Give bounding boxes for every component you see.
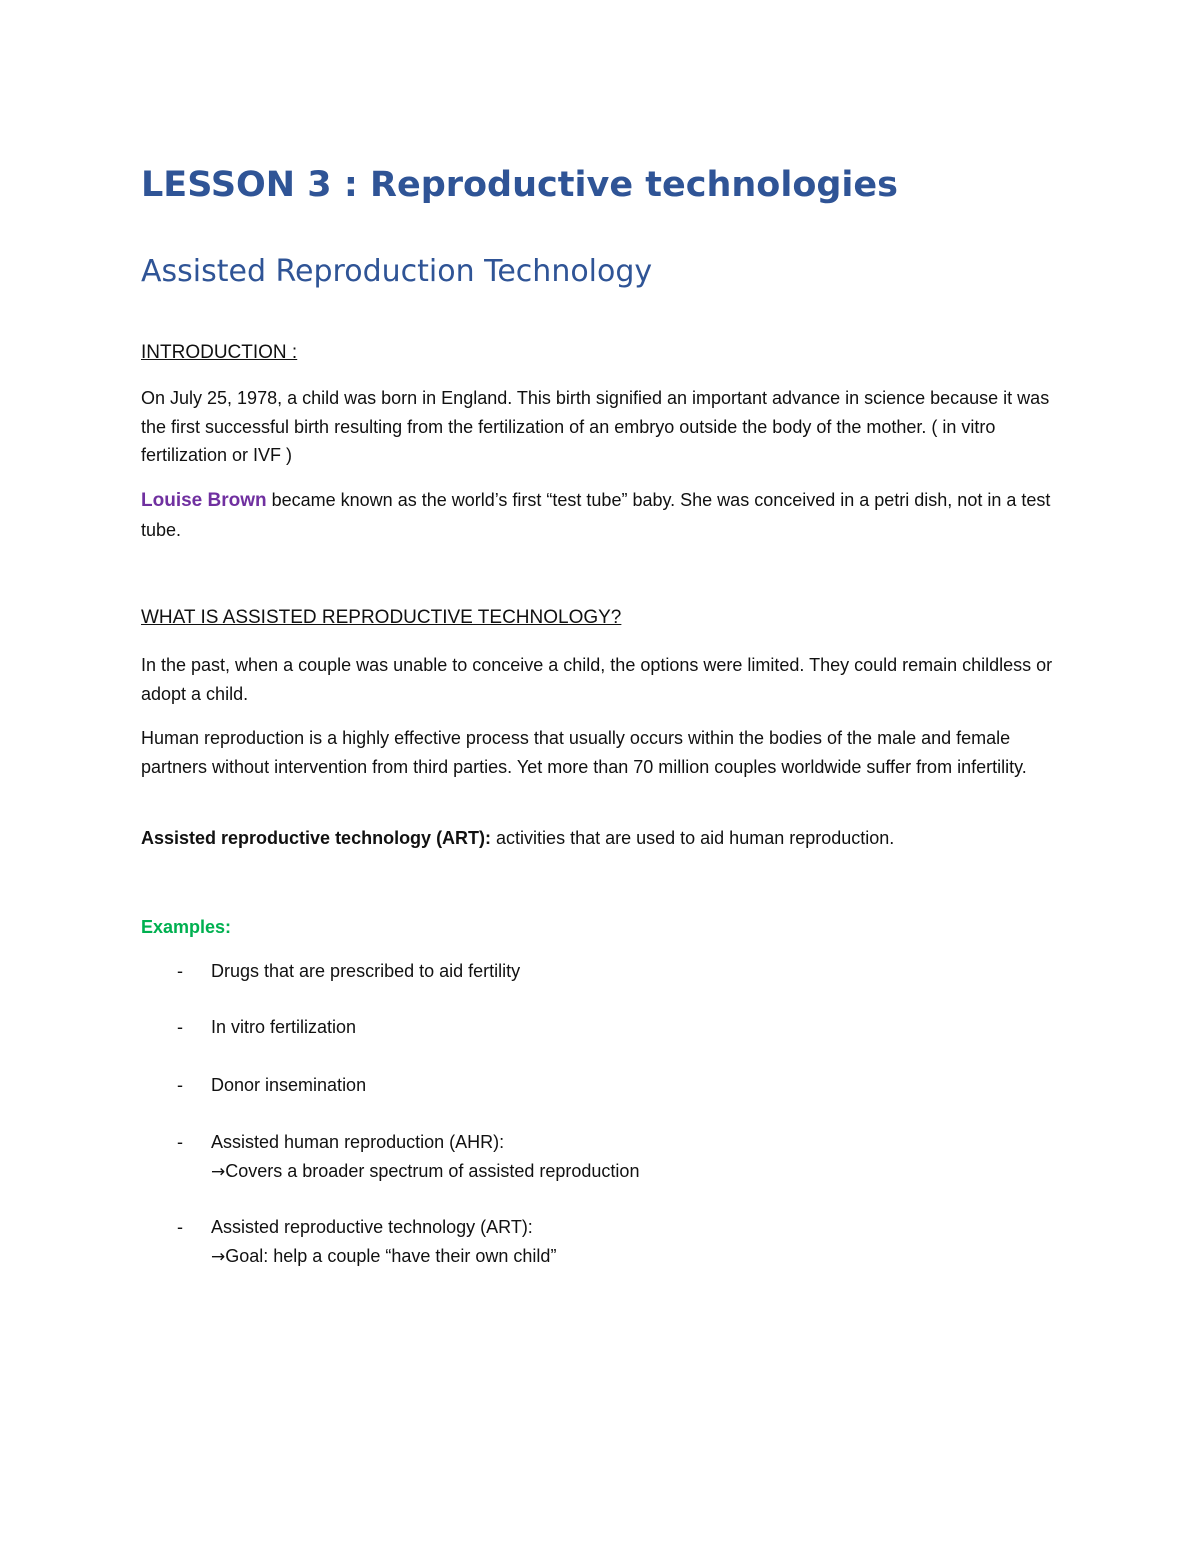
art-past-paragraph: In the past, when a couple was unable to conceive a child, the options were limited. They could remain childless or adopt a child.: [141, 655, 1053, 704]
louise-brown-name: Louise Brown: [141, 490, 267, 511]
list-dash: -: [177, 961, 183, 981]
list-dash: -: [177, 1075, 183, 1095]
introduction-heading: INTRODUCTION :: [141, 342, 298, 363]
lesson-title: LESSON 3 : Reproductive technologies: [141, 165, 898, 205]
louise-brown-paragraph: [141, 486, 1061, 544]
list-item-subline: [211, 1157, 639, 1187]
list-item-text: In vitro fertilization: [211, 1017, 357, 1037]
louise-brown-text: became known as the world’s first “test tube” baby. She was conceived in a petri dish, not in a test tube.: [141, 490, 1051, 540]
list-item-text: Assisted reproductive technology (ART):: [211, 1217, 533, 1237]
art-definition-term: Assisted reproductive technology (ART):: [141, 828, 492, 848]
examples-label: Examples:: [141, 917, 232, 937]
art-heading: WHAT IS ASSISTED REPRODUCTIVE TECHNOLOGY?: [141, 607, 622, 628]
list-dash: -: [177, 1017, 183, 1037]
human-reproduction-paragraph: Human reproduction is a highly effective process that usually occurs within the bodies of the male and female partners without intervention from third parties. Yet more than 70 million couples worldwide suffer from infertility.: [141, 728, 1027, 777]
list-dash: -: [177, 1217, 183, 1237]
list-item-content: [211, 1128, 639, 1186]
introduction-paragraph: On July 25, 1978, a child was born in England. This birth signified an important advance in science because it was the first successful birth resulting from the fertilization of an embryo outside the body of the mother. ( in vitro fertilization or IVF ): [141, 388, 1050, 465]
list-item-content: [211, 1213, 556, 1271]
list-item-subtext: Goal: help a couple “have their own child”: [225, 1245, 557, 1266]
list-item-text: Drugs that are prescribed to aid fertility: [211, 961, 521, 981]
list-item-subtext: Covers a broader spectrum of assisted reproduction: [225, 1160, 640, 1181]
list-item-text: Assisted human reproduction (AHR):: [211, 1132, 505, 1152]
list-item-text: Donor insemination: [211, 1075, 367, 1095]
art-definition: [141, 824, 1061, 853]
arrow-right-icon: →: [211, 1161, 226, 1182]
lesson-subtitle: Assisted Reproduction Technology: [141, 254, 653, 289]
arrow-right-icon: →: [211, 1246, 226, 1267]
art-definition-text: activities that are used to aid human reproduction.: [491, 828, 895, 848]
list-dash: -: [177, 1132, 183, 1152]
list-item-subline: [211, 1242, 556, 1272]
